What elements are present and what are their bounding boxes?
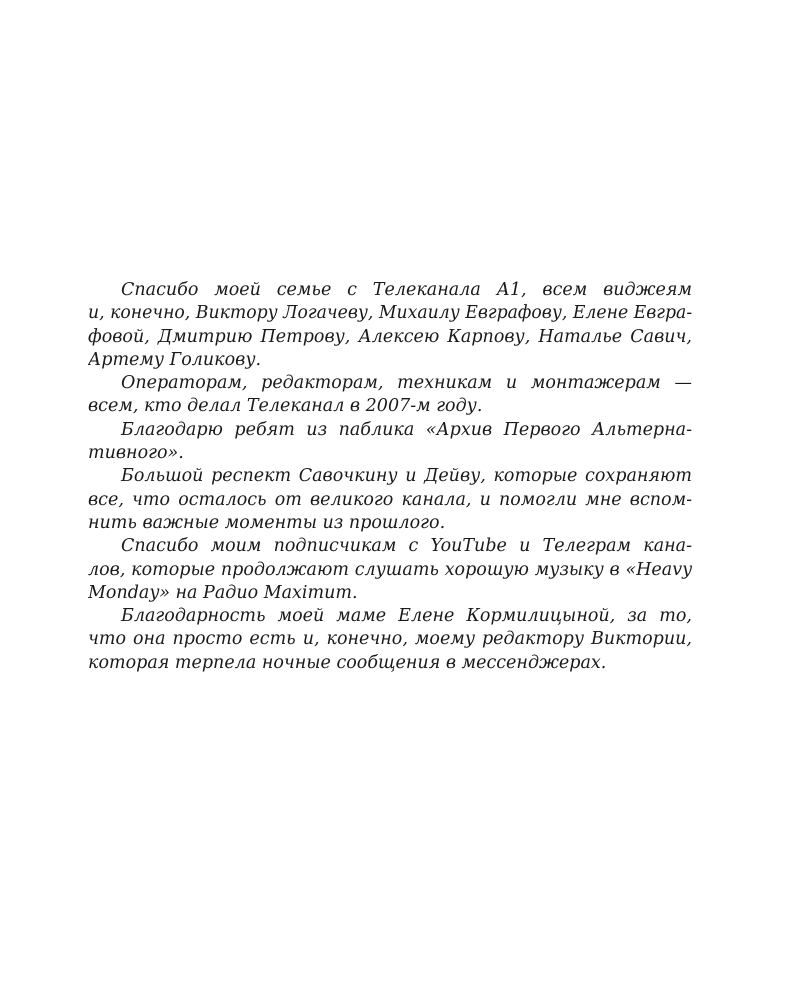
paragraph <box>88 465 692 535</box>
text-line: лов, которые продолжают слушать хорошую музыку в «Heavy <box>88 559 692 580</box>
text-line: Большой респект Савочкину и Дейву, которые сохраняют <box>121 466 692 487</box>
text-line: Monday» на Радио Maximum. <box>88 582 358 603</box>
text-line: Благодарю ребят из паблика «Архив Первого Альтерна- <box>121 419 692 440</box>
acknowledgements-text <box>88 279 692 675</box>
text-line: что она просто есть и, конечно, моему редактору Виктории, <box>88 629 692 650</box>
paragraph <box>88 419 692 466</box>
paragraph <box>88 372 692 419</box>
text-line: все, что осталось от великого канала, и помогли мне вспом- <box>88 489 692 510</box>
text-line: которая терпела ночные сообщения в мессенджерах. <box>88 652 607 673</box>
text-line: всем, кто делал Телеканал в 2007-м году. <box>88 396 483 417</box>
paragraph <box>88 535 692 605</box>
text-line: фовой, Дмитрию Петрову, Алексею Карпову, Наталье Савич, <box>88 326 692 347</box>
paragraph <box>88 605 692 675</box>
paragraph <box>88 279 692 372</box>
text-line: Благодарность моей маме Елене Кормилицыной, за то, <box>121 606 692 627</box>
text-line: нить важные моменты из прошлого. <box>88 512 446 533</box>
text-line: и, конечно, Виктору Логачеву, Михаилу Евграфову, Елене Евгра- <box>88 303 692 324</box>
text-line: Операторам, редакторам, техникам и монтажерам — <box>121 373 692 394</box>
text-line: Спасибо моим подписчикам с YouTube и Телеграм кана- <box>121 536 692 557</box>
text-line: Спасибо моей семье с Телеканала А1, всем виджеям <box>121 280 692 300</box>
text-line: тивного». <box>88 443 184 464</box>
text-line: Артему Голикову. <box>88 349 262 370</box>
